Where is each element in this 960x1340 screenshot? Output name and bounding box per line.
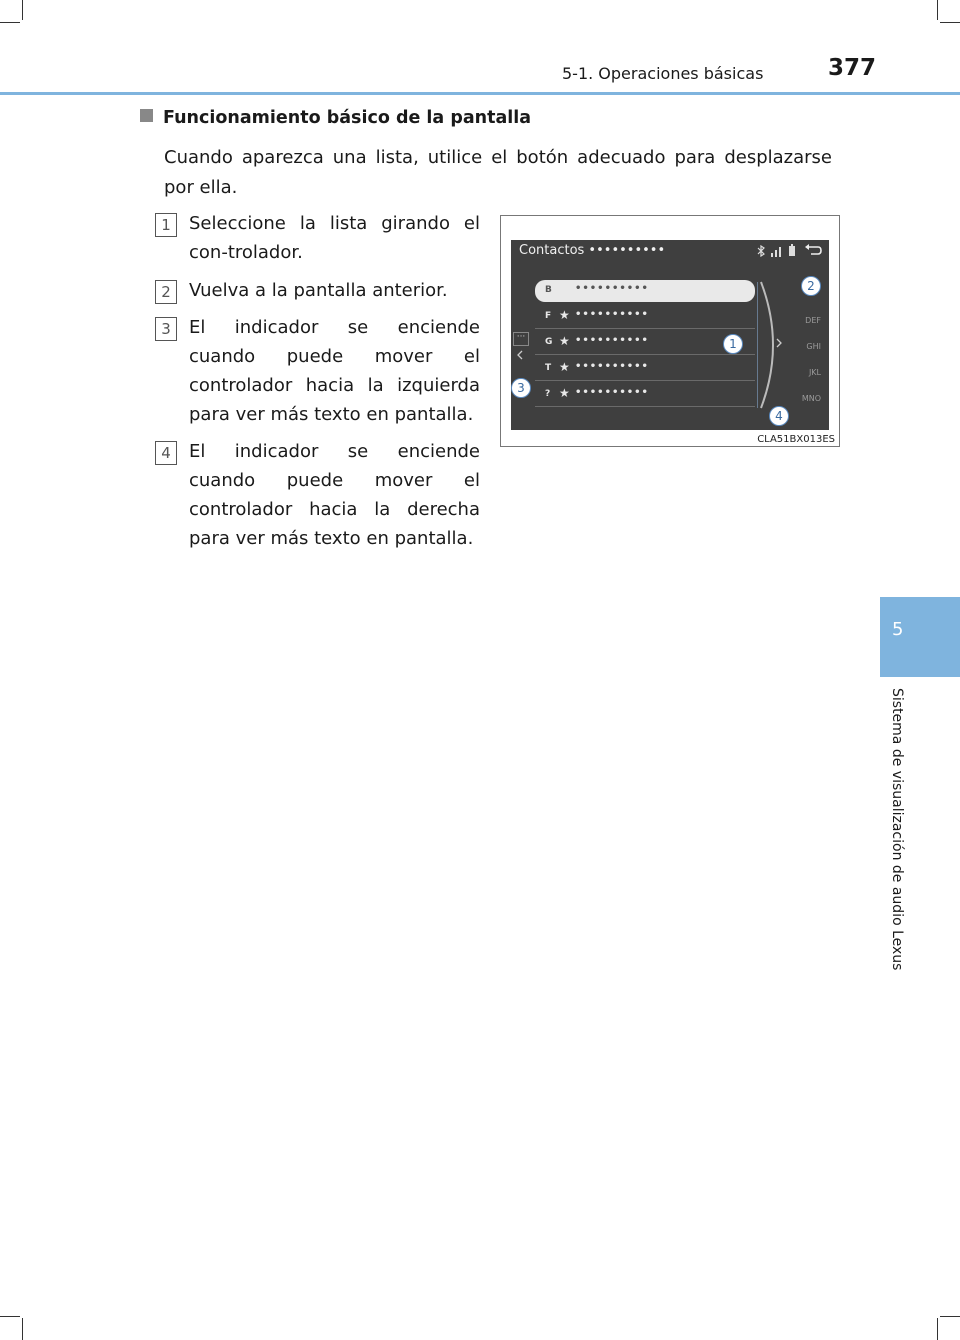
chevron-left-icon bbox=[516, 350, 524, 360]
row-placeholder: •••••••••• bbox=[575, 335, 649, 346]
row-placeholder: •••••••••• bbox=[575, 283, 649, 294]
item-number-badge: 1 bbox=[155, 213, 177, 237]
star-icon: ★ bbox=[559, 386, 570, 400]
header-divider bbox=[0, 92, 960, 95]
list-row[interactable] bbox=[535, 358, 755, 381]
row-letter: G bbox=[545, 337, 553, 347]
index-label[interactable]: GHI bbox=[806, 342, 821, 351]
chevron-right-icon bbox=[775, 338, 783, 348]
list-item bbox=[155, 313, 480, 429]
chapter-number: 5 bbox=[892, 619, 904, 640]
bluetooth-icon bbox=[757, 245, 765, 257]
item-text: El indicador se enciende cuando puede mover el controlador hacia la izquierda para ver más texto en pantalla. bbox=[189, 317, 480, 425]
row-placeholder: •••••••••• bbox=[575, 387, 649, 398]
row-placeholder: •••••••••• bbox=[575, 309, 649, 320]
section-title: 5-1. Operaciones básicas bbox=[562, 64, 764, 83]
crop-mark bbox=[0, 22, 20, 23]
crop-mark bbox=[937, 0, 938, 20]
index-label[interactable]: JKL bbox=[808, 368, 821, 377]
star-icon: ★ bbox=[559, 308, 570, 322]
left-more-indicator: ··· bbox=[513, 332, 529, 346]
item-text: Seleccione la lista girando el con-trolador. bbox=[189, 213, 480, 263]
screen-title: Contactos •••••••••• bbox=[519, 243, 666, 258]
crop-mark bbox=[940, 22, 960, 23]
list-row[interactable] bbox=[535, 332, 755, 355]
display-screen bbox=[511, 240, 829, 430]
list-row[interactable] bbox=[535, 280, 755, 302]
callout-1: 1 bbox=[723, 334, 743, 354]
index-label[interactable]: DEF bbox=[805, 316, 821, 325]
signal-icon bbox=[770, 245, 784, 257]
crop-mark bbox=[940, 1316, 960, 1317]
crop-mark bbox=[22, 1318, 23, 1340]
row-letter: ? bbox=[545, 389, 551, 399]
list-item bbox=[155, 276, 480, 305]
row-letter: T bbox=[545, 363, 552, 373]
crop-mark bbox=[22, 0, 23, 20]
list-item bbox=[155, 437, 480, 553]
crop-mark bbox=[937, 1318, 938, 1340]
row-letter: B bbox=[545, 285, 552, 295]
battery-icon bbox=[788, 244, 796, 257]
list-row[interactable] bbox=[535, 384, 755, 407]
screen-figure bbox=[500, 215, 840, 447]
callout-3: 3 bbox=[511, 378, 531, 398]
figure-code: CLA51BX013ES bbox=[757, 434, 835, 445]
chapter-caption-text: Sistema de visualización de audio Lexus bbox=[889, 688, 905, 971]
crop-mark bbox=[0, 1316, 20, 1317]
section-heading-text: Funcionamiento básico de la pantalla bbox=[163, 108, 532, 128]
return-arrow-icon[interactable] bbox=[804, 244, 822, 256]
item-number-badge: 3 bbox=[155, 317, 177, 341]
list-row[interactable] bbox=[535, 306, 755, 329]
page-number: 377 bbox=[828, 55, 877, 81]
list-item bbox=[155, 209, 480, 267]
section-heading bbox=[140, 108, 531, 128]
star-icon: ★ bbox=[559, 334, 570, 348]
intro-paragraph: Cuando aparezca una lista, utilice el botón adecuado para desplazarse por ella. bbox=[164, 147, 832, 198]
row-letter: F bbox=[545, 311, 552, 321]
chapter-caption bbox=[882, 688, 914, 988]
callout-4: 4 bbox=[769, 406, 789, 426]
item-text: Vuelva a la pantalla anterior. bbox=[189, 280, 448, 301]
item-number-badge: 4 bbox=[155, 441, 177, 465]
star-icon: ★ bbox=[559, 360, 570, 374]
callout-2: 2 bbox=[801, 276, 821, 296]
square-bullet-icon bbox=[140, 109, 153, 122]
index-label[interactable]: MNO bbox=[801, 394, 821, 403]
row-placeholder: •••••••••• bbox=[575, 361, 649, 372]
item-number-badge: 2 bbox=[155, 280, 177, 304]
item-text: El indicador se enciende cuando puede mover el controlador hacia la derecha para ver más texto en pantalla. bbox=[189, 441, 480, 549]
